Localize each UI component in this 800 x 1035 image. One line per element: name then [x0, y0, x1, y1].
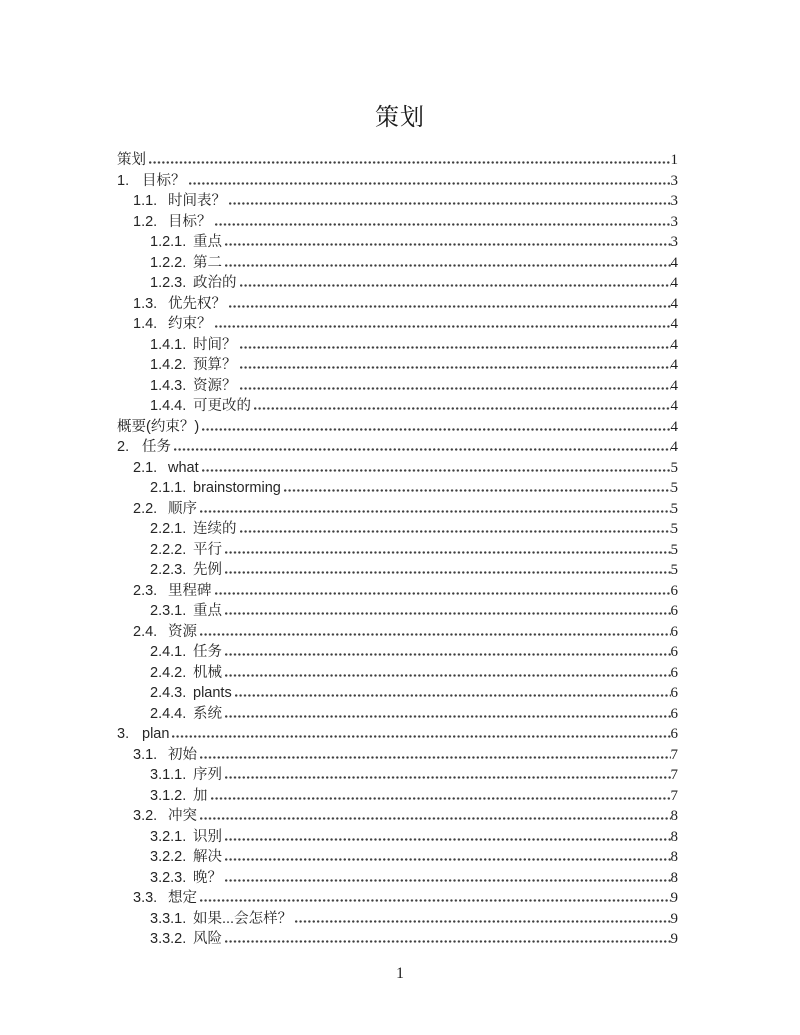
toc-entry-label: 第二 — [193, 254, 222, 271]
toc-entry-number: 2.1.1. — [150, 480, 187, 496]
toc-entry-page: 4 — [670, 316, 678, 332]
toc-row[interactable] — [117, 581, 678, 602]
toc-entry-label: 里程碑 — [168, 582, 212, 599]
toc-row[interactable] — [117, 765, 678, 786]
dot-leader — [254, 398, 671, 410]
dot-leader — [200, 501, 671, 513]
toc-entry-label: 重点 — [193, 603, 222, 619]
toc-entry-page: 9 — [670, 931, 678, 947]
toc-entry-number: 3.2.2. — [150, 849, 187, 865]
toc-entry-number: 1.2.1. — [150, 234, 187, 250]
toc-row[interactable] — [117, 335, 678, 356]
toc-entry-label: 可更改的 — [193, 398, 251, 414]
toc-row[interactable] — [117, 519, 678, 540]
toc-entry-number: 2.4.1. — [150, 644, 187, 660]
toc-entry-label: 序列 — [193, 767, 222, 783]
toc-entry-page: 3 — [670, 234, 678, 250]
toc-entry-number: 3. — [117, 726, 130, 742]
dot-leader — [225, 870, 671, 882]
dot-leader — [225, 562, 671, 574]
toc-entry-number: 1.4.4. — [150, 398, 187, 414]
toc — [117, 150, 678, 950]
toc-row[interactable] — [117, 888, 678, 909]
toc-row[interactable] — [117, 273, 678, 294]
dot-leader — [172, 726, 670, 738]
toc-entry-page: 4 — [670, 439, 678, 455]
toc-entry-page: 9 — [670, 890, 678, 906]
dot-leader — [215, 583, 671, 595]
dot-leader — [229, 296, 671, 308]
dot-leader — [225, 542, 671, 554]
dot-leader — [240, 521, 671, 533]
toc-entry-label: plants — [193, 685, 232, 701]
toc-entry-label: 时间表？ — [168, 193, 226, 209]
toc-entry-label: plan — [142, 726, 170, 742]
toc-entry-label: 优先权？ — [168, 295, 226, 312]
dot-leader — [225, 603, 671, 615]
toc-entry-number: 3.2. — [133, 808, 158, 824]
toc-entry-number: 2.2. — [133, 500, 158, 517]
toc-entry-number: 1.2. — [133, 213, 158, 230]
dot-leader — [284, 480, 671, 492]
toc-entry-page: 5 — [670, 480, 678, 496]
toc-entry-page: 3 — [670, 193, 678, 209]
dot-leader — [225, 665, 671, 677]
toc-row[interactable] — [117, 868, 678, 889]
toc-entry-number: 1.2.2. — [150, 254, 187, 271]
toc-entry-label: 预算？ — [193, 357, 237, 373]
toc-entry-label: 识别 — [193, 828, 222, 845]
dot-leader — [225, 849, 671, 861]
toc-row[interactable] — [117, 232, 678, 253]
toc-entry-page: 4 — [670, 275, 678, 291]
toc-row[interactable] — [117, 253, 678, 274]
toc-entry-label: 解决 — [193, 849, 222, 865]
toc-entry-page: 5 — [670, 562, 678, 578]
toc-entry-number: 2.2.1. — [150, 521, 187, 537]
toc-row[interactable] — [117, 437, 678, 458]
dot-leader — [215, 316, 671, 328]
dot-leader — [211, 788, 671, 800]
toc-row[interactable] — [117, 294, 678, 315]
toc-entry-number: 2. — [117, 439, 130, 455]
toc-entry-label: 先例 — [193, 562, 222, 578]
dot-leader — [295, 911, 670, 923]
toc-row[interactable] — [117, 642, 678, 663]
toc-entry-page: 9 — [670, 910, 678, 927]
dot-leader — [189, 173, 671, 185]
toc-row[interactable] — [117, 191, 678, 212]
toc-entry-page: 7 — [670, 746, 678, 763]
toc-entry-page: 6 — [670, 623, 678, 640]
toc-entry-label: 任务 — [142, 439, 171, 455]
toc-entry-page: 6 — [670, 705, 678, 722]
dot-leader — [235, 685, 671, 697]
toc-entry-label: 策划 — [117, 152, 146, 168]
toc-entry-label: 资源？ — [193, 377, 237, 394]
toc-row[interactable] — [117, 601, 678, 622]
toc-entry-page: 4 — [670, 418, 678, 435]
toc-row[interactable] — [117, 458, 678, 479]
toc-entry-number: 2.4. — [133, 623, 158, 640]
dot-leader — [240, 357, 671, 369]
toc-entry-page: 5 — [670, 459, 678, 476]
toc-entry-label: 加 — [193, 787, 208, 804]
dot-leader — [225, 706, 671, 718]
toc-entry-label: 时间？ — [193, 336, 237, 353]
toc-entry-page: 6 — [670, 644, 678, 660]
toc-row[interactable] — [117, 806, 678, 827]
dot-leader — [240, 337, 671, 349]
toc-entry-number: 1.4.1. — [150, 336, 187, 353]
toc-entry-number: 2.3.1. — [150, 603, 187, 619]
toc-entry-number: 3.2.3. — [150, 869, 187, 886]
toc-entry-label: 平行 — [193, 541, 222, 558]
toc-entry-number: 1.4.2. — [150, 357, 187, 373]
dot-leader — [225, 644, 671, 656]
toc-entry-label: 概要(约束？) — [117, 418, 200, 435]
toc-entry-number: 2.1. — [133, 459, 158, 476]
toc-entry-label: 如果...会怎样？ — [193, 910, 293, 927]
toc-entry-number: 3.1. — [133, 746, 158, 763]
toc-entry-page: 4 — [670, 336, 678, 353]
toc-row[interactable] — [117, 396, 678, 417]
toc-entry-page: 8 — [670, 849, 678, 865]
toc-entry-number: 3.1.1. — [150, 767, 187, 783]
toc-entry-page: 6 — [670, 582, 678, 599]
toc-row[interactable] — [117, 150, 678, 171]
dot-leader — [200, 624, 671, 636]
dot-leader — [200, 747, 671, 759]
toc-entry-label: 机械 — [193, 664, 222, 681]
toc-entry-label: 任务 — [193, 644, 222, 660]
toc-entry-page: 3 — [670, 172, 678, 189]
toc-entry-page: 1 — [670, 152, 678, 168]
toc-row[interactable] — [117, 478, 678, 499]
toc-entry-page: 6 — [670, 726, 678, 742]
toc-entry-label: 重点 — [193, 234, 222, 250]
toc-entry-number: 1.2.3. — [150, 275, 187, 291]
toc-row[interactable] — [117, 171, 678, 192]
toc-entry-number: 3.1.2. — [150, 787, 187, 804]
toc-row[interactable] — [117, 540, 678, 561]
dot-leader — [229, 193, 671, 205]
toc-row[interactable] — [117, 929, 678, 950]
toc-entry-label: 想定 — [168, 890, 197, 906]
page-title: 策划 — [375, 105, 425, 131]
toc-entry-number: 3.3.1. — [150, 910, 187, 927]
toc-entry-page: 5 — [670, 541, 678, 558]
toc-entry-label: 约束？ — [168, 316, 212, 332]
toc-entry-number: 1.4.3. — [150, 377, 187, 394]
dot-leader — [225, 931, 671, 943]
toc-entry-label: what — [168, 459, 199, 476]
toc-entry-number: 2.4.4. — [150, 705, 187, 722]
toc-entry-page: 5 — [670, 521, 678, 537]
dot-leader — [174, 439, 671, 451]
toc-entry-page: 4 — [670, 295, 678, 312]
dot-leader — [225, 234, 671, 246]
dot-leader — [202, 460, 671, 472]
dot-leader — [240, 275, 671, 287]
toc-entry-label: 目标？ — [142, 172, 186, 189]
toc-entry-label: 政治的 — [193, 275, 237, 291]
toc-entry-number: 2.2.2. — [150, 541, 187, 558]
dot-leader — [240, 378, 671, 390]
toc-entry-label: 顺序 — [168, 500, 197, 517]
dot-leader — [225, 255, 671, 267]
toc-entry-label: brainstorming — [193, 480, 281, 496]
toc-entry-label: 晚？ — [193, 869, 222, 886]
toc-entry-label: 连续的 — [193, 521, 237, 537]
toc-row[interactable] — [117, 663, 678, 684]
toc-row[interactable] — [117, 724, 678, 745]
toc-entry-label: 系统 — [193, 705, 222, 722]
dot-leader — [225, 829, 671, 841]
toc-row[interactable] — [117, 314, 678, 335]
toc-entry-label: 目标？ — [168, 213, 212, 230]
toc-row[interactable] — [117, 827, 678, 848]
dot-leader — [149, 152, 671, 164]
toc-row[interactable] — [117, 376, 678, 397]
toc-entry-number: 3.3.2. — [150, 931, 187, 947]
toc-entry-page: 8 — [670, 808, 678, 824]
toc-entry-label: 风险 — [193, 931, 222, 947]
page-number: 1 — [396, 965, 404, 982]
dot-leader — [200, 808, 671, 820]
toc-entry-label: 初始 — [168, 746, 197, 763]
toc-entry-page: 4 — [670, 398, 678, 414]
toc-row[interactable] — [117, 499, 678, 520]
toc-entry-page: 6 — [670, 603, 678, 619]
toc-entry-number: 1.4. — [133, 316, 158, 332]
toc-entry-number: 2.3. — [133, 582, 158, 599]
dot-leader — [215, 214, 671, 226]
toc-row[interactable] — [117, 847, 678, 868]
toc-entry-page: 8 — [670, 869, 678, 886]
toc-entry-page: 7 — [670, 767, 678, 783]
toc-entry-page: 3 — [670, 213, 678, 230]
toc-entry-number: 2.4.2. — [150, 664, 187, 681]
toc-entry-number: 2.4.3. — [150, 685, 187, 701]
toc-row[interactable] — [117, 622, 678, 643]
toc-entry-page: 6 — [670, 664, 678, 681]
toc-row[interactable] — [117, 786, 678, 807]
toc-entry-page: 8 — [670, 828, 678, 845]
toc-row[interactable] — [117, 745, 678, 766]
dot-leader — [225, 767, 671, 779]
toc-entry-number: 1.3. — [133, 295, 158, 312]
toc-entry-number: 1.1. — [133, 193, 158, 209]
toc-entry-page: 7 — [670, 787, 678, 804]
toc-row[interactable] — [117, 909, 678, 930]
toc-entry-page: 5 — [670, 500, 678, 517]
toc-entry-number: 2.2.3. — [150, 562, 187, 578]
toc-entry-label: 冲突 — [168, 808, 197, 824]
dot-leader — [202, 419, 670, 431]
toc-entry-label: 资源 — [168, 623, 197, 640]
toc-row[interactable] — [117, 417, 678, 438]
toc-row[interactable] — [117, 704, 678, 725]
toc-entry-page: 4 — [670, 377, 678, 394]
toc-entry-number: 3.3. — [133, 890, 158, 906]
toc-entry-number: 3.2.1. — [150, 828, 187, 845]
toc-row[interactable] — [117, 683, 678, 704]
toc-row[interactable] — [117, 355, 678, 376]
dot-leader — [200, 890, 671, 902]
toc-entry-page: 6 — [670, 685, 678, 701]
toc-entry-page: 4 — [670, 254, 678, 271]
toc-entry-page: 4 — [670, 357, 678, 373]
toc-row[interactable] — [117, 212, 678, 233]
toc-row[interactable] — [117, 560, 678, 581]
toc-entry-number: 1. — [117, 172, 130, 189]
